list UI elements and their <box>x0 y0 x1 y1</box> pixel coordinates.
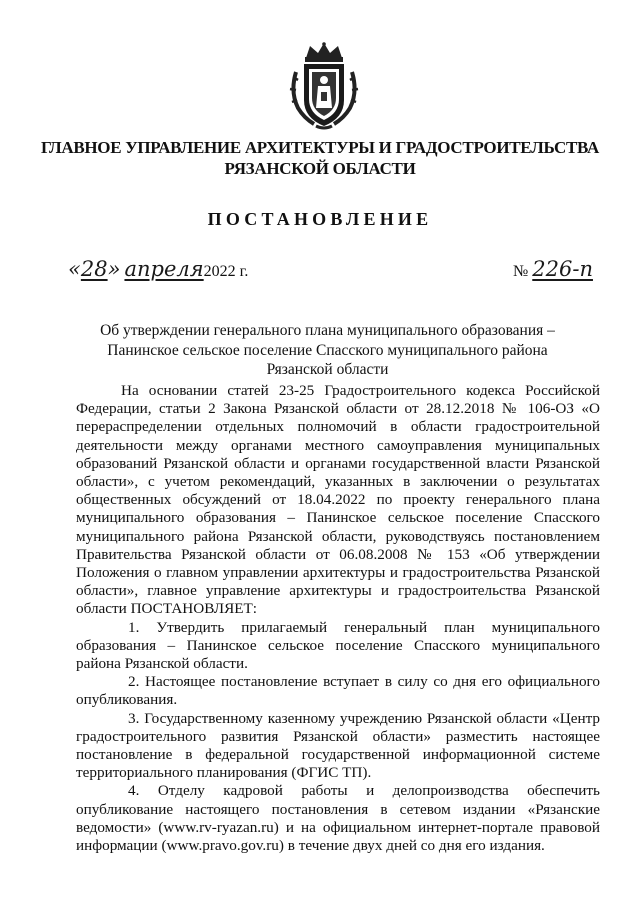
subject-line-2: Панинское сельское поселение Спасского муниципального района <box>107 341 548 359</box>
number-prefix: № <box>513 263 529 280</box>
document-number <box>513 257 593 281</box>
date-month: апреля <box>124 257 204 281</box>
authority-line-2: РЯЗАНСКОЙ ОБЛАСТИ <box>224 159 416 178</box>
date-year: 2022 г. <box>203 263 249 280</box>
date-day: 28 <box>80 257 108 281</box>
date-close-quote: » <box>107 257 121 281</box>
resolution-item-4: 4. Отделу кадровой работы и делопроизводства обеспечить опубликование настоящего постановления в сетевом издании «Рязанские ведомости» (www.rv-ryazan.ru) и на официальном интернет-портале правовой информации (www.pravo.gov.ru) в течение двух дней со дня его издания. <box>76 782 600 855</box>
date-open-quote: « <box>68 257 81 281</box>
ryazan-coat-of-arms-emblem <box>288 42 360 130</box>
document-date <box>68 257 248 281</box>
preamble-paragraph: На основании статей 23-25 Градостроительного кодекса Российской Федерации, статьи 2 Закона Рязанской области от 28.12.2018 № 106-ОЗ «О перераспределении отдельных полномочий в области градостроительной деятельности между органами местного самоуправления муниципальных образований Рязанской области и органами государственной власти Рязанской области», с учетом рекомендаций, указанных в заключении о результатах общественных обсуждений от 18.04.2022 по проекту генерального плана муниципального образования – Панинское сельское поселение Спасского муниципального района Рязанской области, руководствуясь постановлением Правительства Рязанской области от 06.08.2008 № 153 «Об утверждении Положения о главном управлении архитектуры и градостроительства Рязанской области», главное управление архитектуры и градостроительства Рязанской области ПОСТАНОВЛЯЕТ: <box>76 382 600 618</box>
authority-line-1: ГЛАВНОЕ УПРАВЛЕНИЕ АРХИТЕКТУРЫ И ГРАДОСТРОИТЕЛЬСТВА <box>41 138 599 157</box>
resolution-item-2: 2. Настоящее постановление вступает в силу со дня его официального опубликования. <box>76 673 600 709</box>
document-body <box>76 382 600 855</box>
resolution-item-1: 1. Утвердить прилагаемый генеральный план муниципального образования – Панинское сельское поселение Спасского муниципального района Рязанской области. <box>76 618 600 673</box>
document-type-title: ПОСТАНОВЛЕНИЕ <box>207 209 433 229</box>
subject-line-1: Об утверждении генерального плана муниципального образования – <box>100 322 555 339</box>
issuing-authority <box>40 137 600 179</box>
resolution-item-3: 3. Государственному казенному учреждению Рязанской области «Центр градостроительного развития Рязанской области» разместить настоящее постановление в федеральной государственной информационной системе территориального планирования (ФГИС ТП). <box>76 709 600 782</box>
number-value: 226-п <box>532 257 593 281</box>
subject-line-3: Рязанской области <box>266 361 389 378</box>
document-subject <box>100 321 555 380</box>
